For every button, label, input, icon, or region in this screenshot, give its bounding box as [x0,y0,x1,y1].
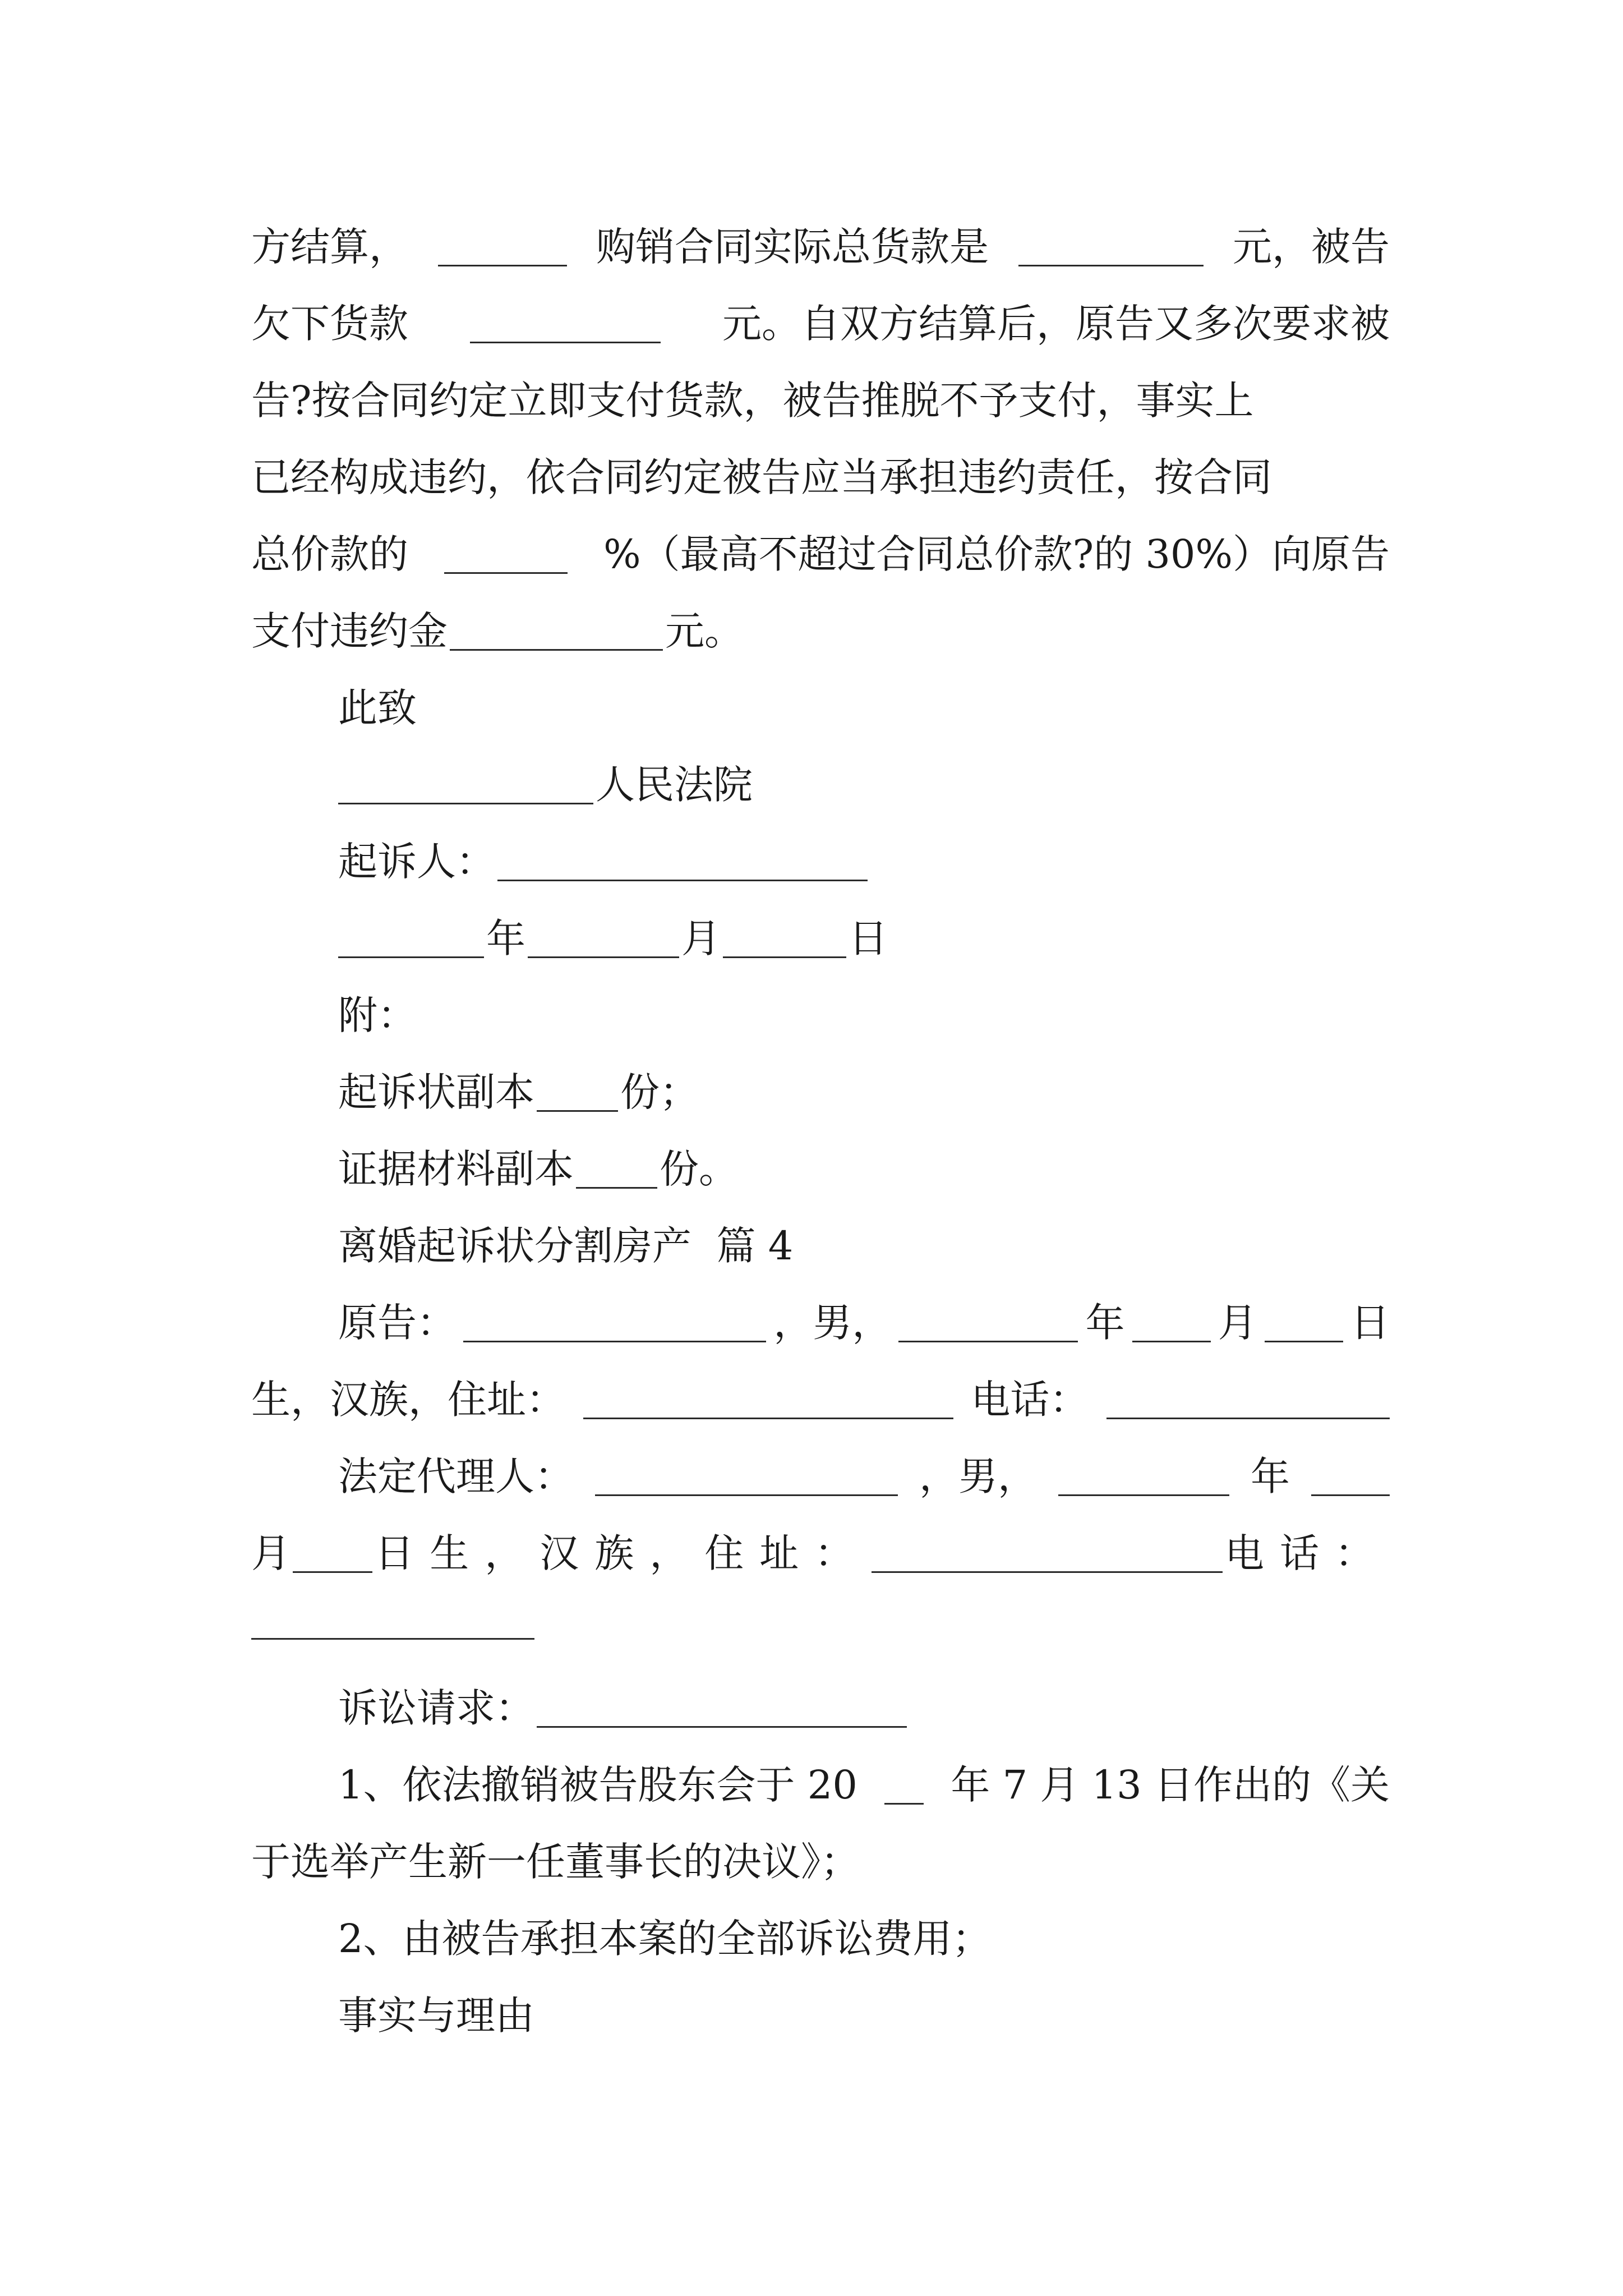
date-line [338,913,1390,961]
blank-line [576,1154,657,1189]
text: 诉讼请求： [338,1685,534,1731]
claims-label-line [338,1683,1390,1731]
text: 证据材料副本 [338,1146,574,1192]
para1-line1 [251,222,1390,270]
para1-line6 [251,606,1390,654]
text: 年 [1251,1453,1290,1499]
blank-line [438,232,567,266]
blank-line [595,1462,898,1496]
blank-line [450,616,663,651]
agent-line1 [338,1451,1390,1499]
text: 年 [1085,1300,1125,1346]
salutation [338,683,1390,731]
blank-line [463,1308,766,1342]
text: 总价款的 [251,531,408,577]
text: 份。 [660,1146,738,1192]
text: 原告： [338,1300,456,1346]
text: 2、由被告承担本案的全部诉讼费用； [338,1916,992,1962]
text: 于选举产生新一任董事长的决议》； [251,1839,860,1885]
text: 月 [251,1530,291,1576]
text: ，男， [919,1453,1037,1499]
blank-line [723,924,846,958]
text: 人民法院 [596,762,753,808]
blank-line [338,770,593,804]
text: 起诉人： [338,839,495,885]
text: %（最高不超过合同总价款?的 30%）向原告 [603,531,1390,577]
blank-line [1311,1462,1390,1496]
text: 方结算， [251,224,408,270]
blank-line [1132,1308,1211,1342]
text: 年 [486,915,525,961]
text: 告?按合同约定立即支付货款，被告推脱不予支付，事实上 [251,378,1254,424]
blank-line [1106,1385,1390,1419]
blank-line [338,924,484,958]
text: 月 [681,915,721,961]
plaintiff-sign-line [338,836,1390,885]
text: 电话： [1225,1530,1390,1576]
para1-line4 [251,452,1390,500]
section-heading [338,1221,1390,1269]
blank-line [1058,1462,1229,1496]
blank-line [293,1539,372,1573]
claim2-line [338,1913,1390,1962]
blank-line [444,540,568,574]
text: 事实与理由 [338,1993,534,2039]
plaintiff-line1 [338,1297,1390,1346]
text: 此致 [338,685,417,731]
blank-line [884,1770,924,1805]
text: 生，汉族，住址： [251,1377,565,1423]
text: 离婚起诉状分割房产 篇 4 [338,1223,794,1269]
agent-line2 [251,1528,1390,1576]
text: 附： [338,992,417,1038]
para1-line2 [251,298,1390,347]
text: 年 7 月 13 日作出的《关 [951,1762,1390,1808]
blank-line [898,1308,1078,1342]
text: 电话： [971,1377,1089,1423]
para1-line3 [251,375,1390,424]
blank-line [497,847,868,881]
text: 日 [849,915,888,961]
para1-line5 [251,529,1390,577]
claim1-line1 [338,1760,1390,1808]
text: 1、依法撤销被告股东会于 20 [338,1762,857,1808]
attachment-copy1 [338,1067,1390,1115]
text: 月 [1218,1300,1257,1346]
text: ，男， [773,1300,892,1346]
text: 支付违约金 [251,608,448,654]
blank-line [528,924,679,958]
text: 份； [620,1069,699,1115]
text: 已经构成违约，依合同约定被告应当承担违约责任，按合同 [251,454,1272,500]
text: 元。自双方结算后，原告又多次要求被 [722,301,1390,347]
text: 元。 [665,608,744,654]
attachments-title [338,990,1390,1038]
text: 购销合同实际总货款是 [596,224,989,270]
attachment-copy2 [338,1144,1390,1192]
blank-line [1018,232,1204,266]
blank-line [1265,1308,1343,1342]
blank-line [537,1694,907,1728]
plaintiff-line2 [251,1374,1390,1423]
text: 元，被告 [1233,224,1390,270]
text: 欠下货款 [251,301,408,347]
blank-line [583,1385,953,1419]
blank-line [251,1638,534,1640]
text: 日生，汉族，住址： [375,1530,870,1576]
text: 法定代理人： [338,1453,574,1499]
court-line [338,760,1390,808]
text: 起诉状副本 [338,1069,534,1115]
claim1-line2 [251,1837,1390,1885]
blank-line [470,309,661,343]
text: 日 [1350,1300,1390,1346]
facts-heading [338,1990,1390,2039]
blank-line [872,1539,1223,1573]
blank-line [537,1078,618,1112]
